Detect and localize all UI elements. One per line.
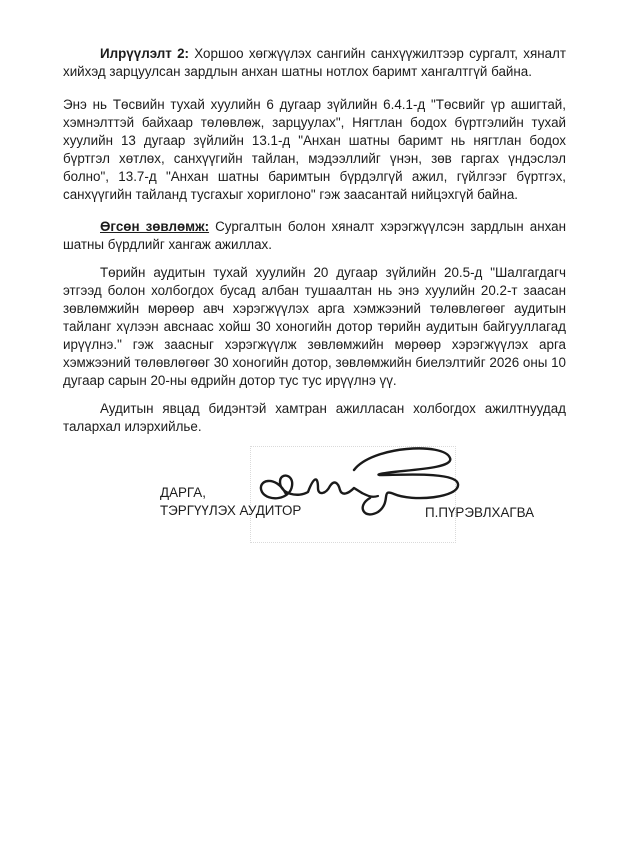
document-body [63,45,566,436]
signature-stroke-tail [362,493,378,497]
thanks-text: Аудитын явцад бидэнтэй хамтран ажилласан холбогдох ажилтнуудад талархал илэрхийлье. [63,401,566,434]
finding-text: Хоршоо хөгжүүлэх сангийн санхүүжилтээр сургалт, хяналт хийхэд зарцуулсан зардлын анхан шатны нотлох баримт хангалтгүй байна. [63,46,566,79]
legal-basis-text: Энэ нь Төсвийн тухай хуулийн 6 дугаар зүйлийн 6.4.1-д "Төсвийг үр ашигтай, хэмнэлттэй байхаар төлөвлөж, зарцуулах", Нягтлан бодох бүртгэлийн тухай хуулийн 13 дугаар зүйлийн 13.1-д "Анхан шатны баримт нь нягтлан бодох бүртгэл хөтлөх, санхүүгийн тайлан, мэдээллийг үнэн, зөв гаргах үндэслэл болно", 13.7-д "Анхан шатны баримтын бүрдэлгүй ажил, гүйлгээг бүртгэх, санхүүгийн тайланд тусгахыг хориглоно" гэж заасантай нийцэхгүй байна. [63,97,566,202]
deadline-text: Төрийн аудитын тухай хуулийн 20 дугаар зүйлийн 20.5-д "Шалгагдагч этгээд болон холбогдох бусад албан тушаалтан нь энэ хуулийн 20.2-т заасан зөвлөмжийн мөрөөр авч хэрэгжүүлэх арга хэмжээний төлөвлөгөөг аудитын тайланг хүлээн авснаас хойш 30 хоногийн дотор төрийн аудитын байгууллагад ирүүлнэ." гэж заасныг хэрэгжүүлж зөвлөмжийн мөрөөр хэрэгжүүлэх арга хэмжээний төлөвлөгөөг 30 хоногийн дотор, зөвлөмжийн биелэлтийг 2026 оны 10 дугаар сарын 20-ны өдрийн дотор тус тус ирүүлнэ үү. [63,265,566,388]
signature-block [160,484,301,520]
finding-label: Илрүүлэлт 2: [100,46,190,61]
paragraph-legal-basis [63,96,566,204]
paragraph-recommendation [63,218,566,254]
signer-name: П.ПҮРЭВЛХАГВА [425,505,535,520]
paragraph-deadline [63,264,566,390]
recommendation-label: Өгсөн зөвлөмж: [100,219,210,234]
signer-title-1: ДАРГА, [160,485,206,500]
signer-title-2: ТЭРГҮҮЛЭХ АУДИТОР [160,503,302,518]
paragraph-thanks [63,400,566,436]
recommendation-text: Сургалтын болон хяналт хэрэгжүүлсэн зардлын анхан шатны бүрдлийг хангаж ажиллах. [63,219,567,252]
paragraph-finding [63,45,566,81]
